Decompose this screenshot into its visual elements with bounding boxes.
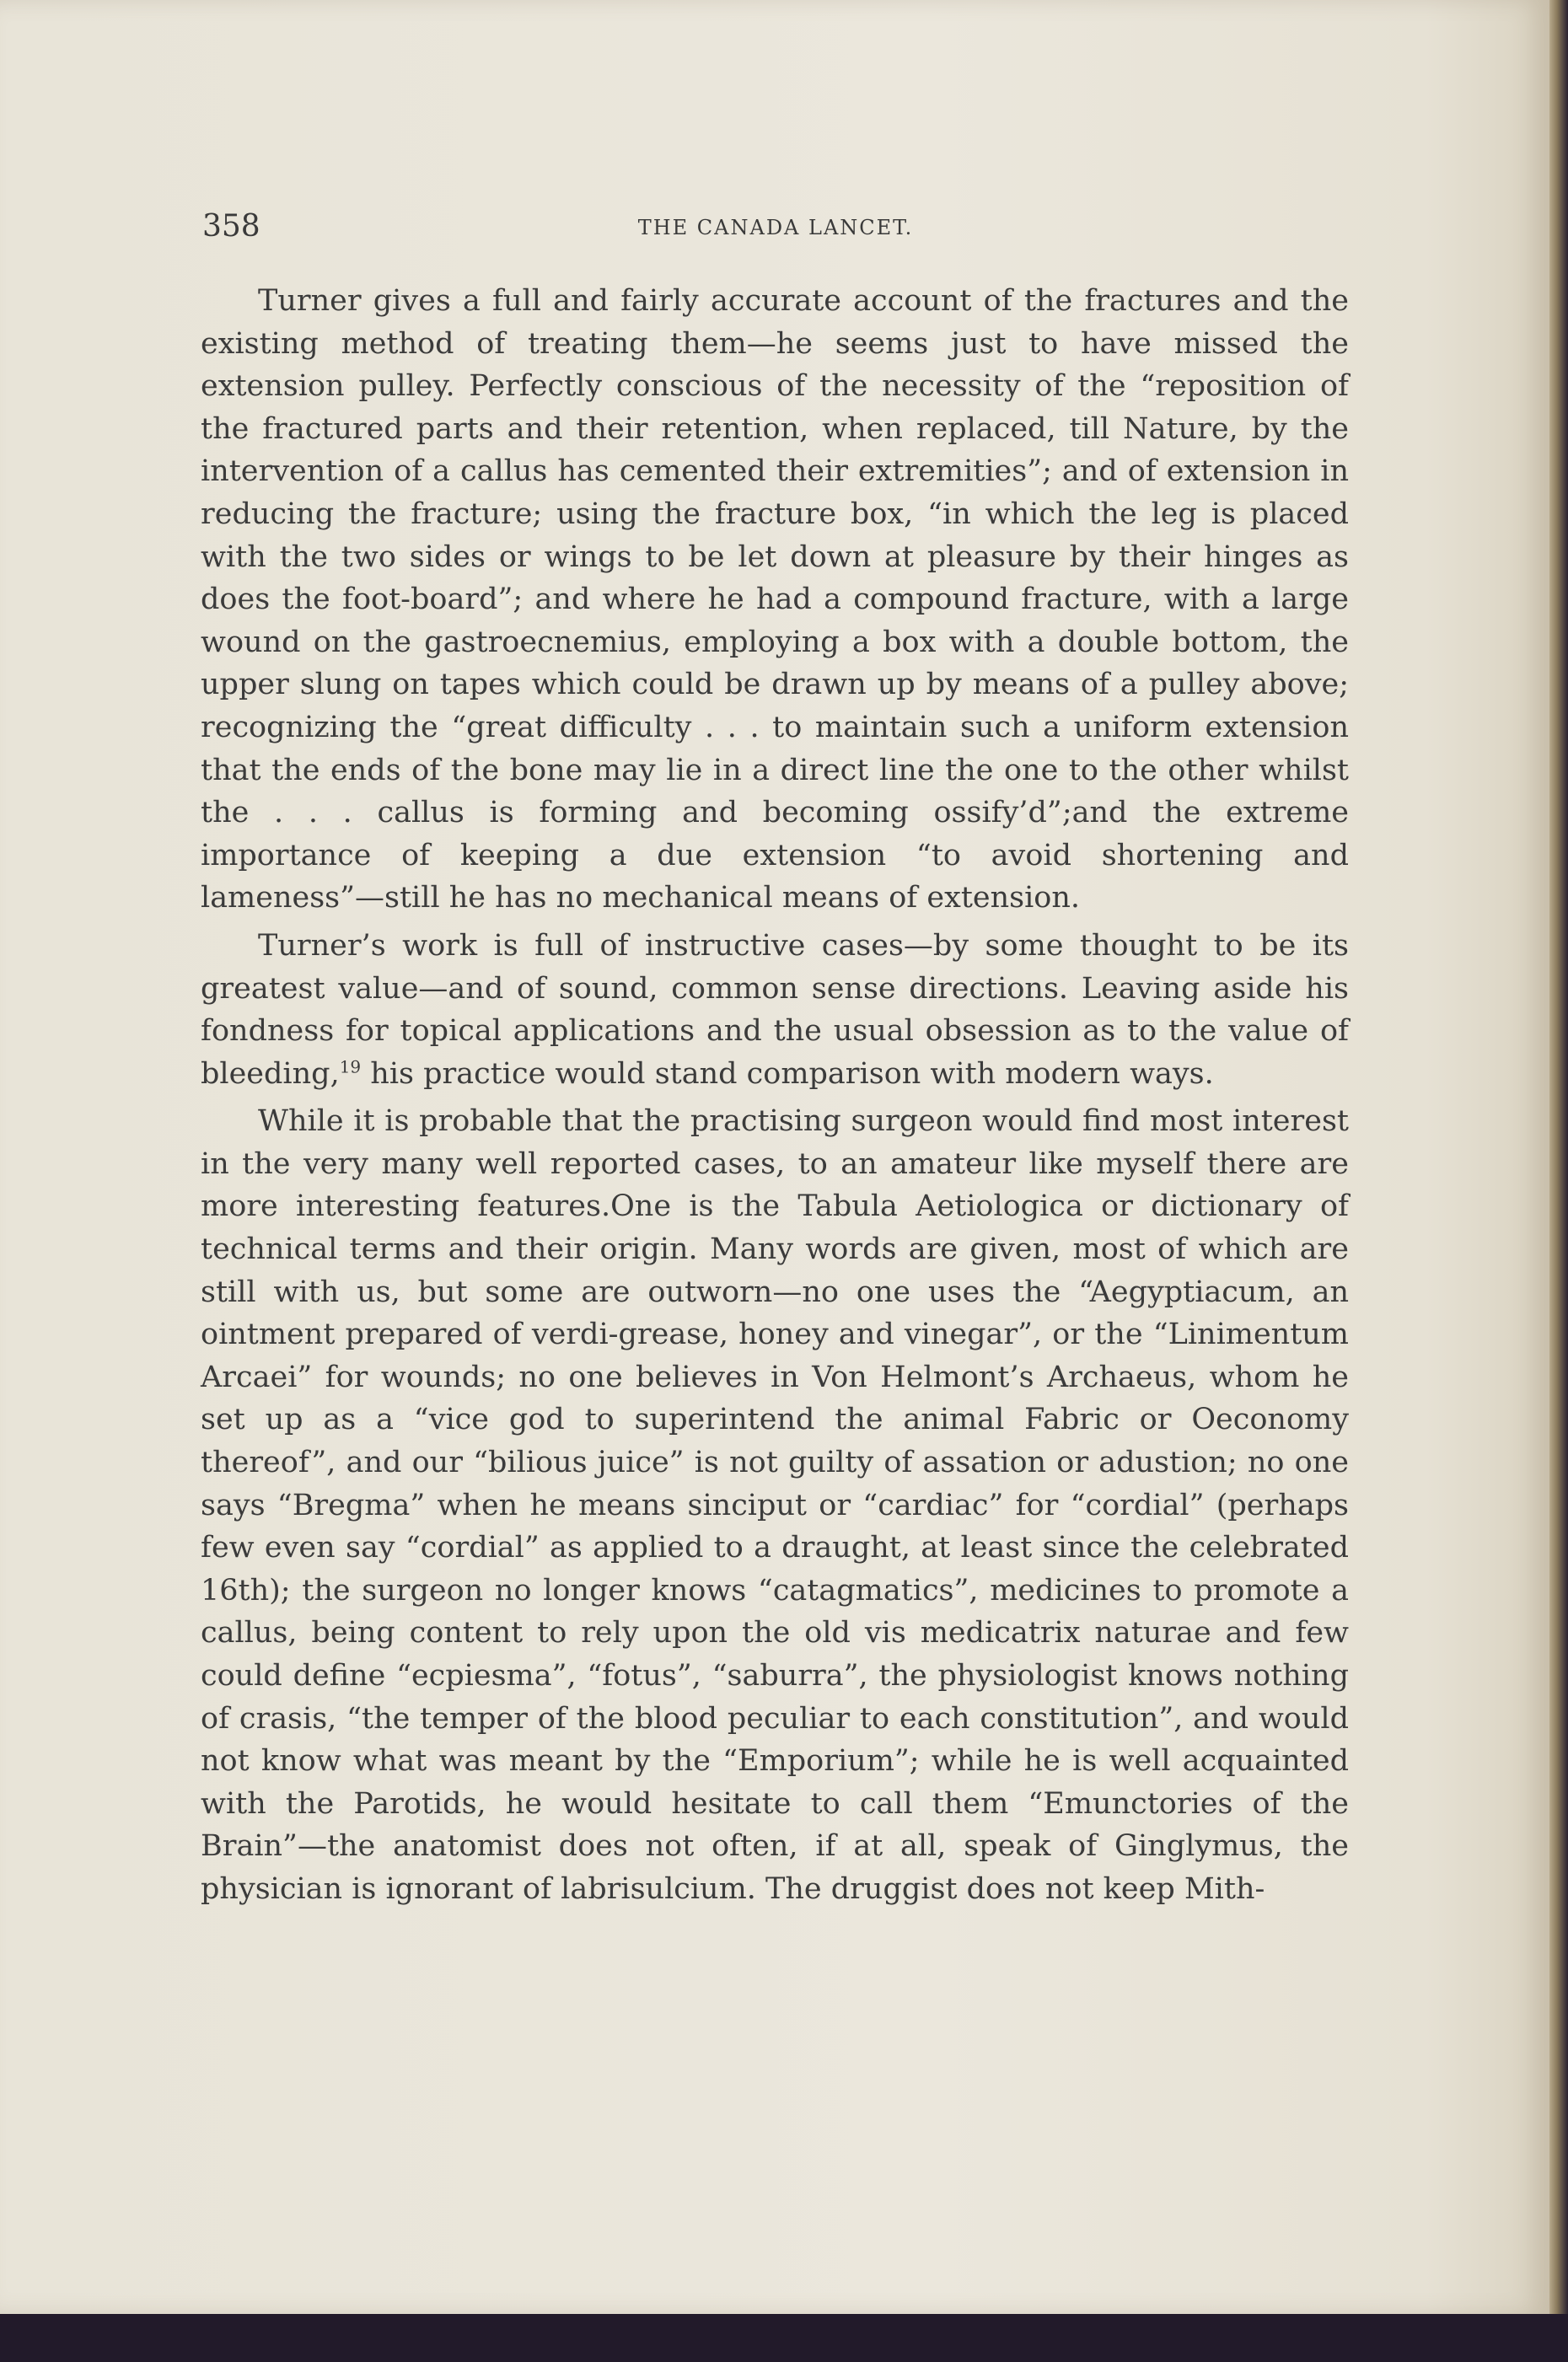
book-edge — [1549, 0, 1568, 2362]
page-number: 358 — [202, 209, 260, 244]
paragraph-text: his practice would stand comparison with modern ways. — [361, 1056, 1214, 1091]
paragraph-text: Turner’s work is full of instructive cases—by some thought to be its greatest value—and of sound, common sense directions. Leaving aside his fondness for topical applications and the usual obsession as to the value of bleeding, — [201, 928, 1349, 1091]
background-band — [0, 2314, 1568, 2362]
body-text — [201, 280, 1349, 1916]
paragraph-fractures: Turner gives a full and fairly accurate account of the fractures and the existing method of treating them—he seems just to have missed the extension pulley. Perfectly conscious of the necessity of the “reposition of the fractured parts and their retention, when replaced, till Nature, by the intervention of a callus has cemented their extremities”; and of extension in reducing the fracture; using the fracture box, “in which the leg is placed with the two sides or wings to be let down at pleasure by their hinges as does the foot-board”; and where he had a compound fracture, with a large wound on the gastroecnemius, employing a box with a double bottom, the upper slung on tapes which could be drawn up by means of a pulley above; recognizing the “great difficulty . . . to maintain such a uniform extension that the ends of the bone may lie in a direct line the one to the other whilst the . . . callus is forming and becoming ossify’d”;and the extreme importance of keeping a due extension “to avoid shortening and lameness”—still he has no mechanical means of extension. — [201, 284, 1349, 915]
page-header — [202, 209, 1349, 260]
paragraph-instructive-cases — [201, 925, 1349, 1095]
running-head: THE CANADA LANCET. — [637, 216, 914, 239]
footnote-reference: 19 — [339, 1056, 362, 1077]
paragraph-tabula-aetiologica: While it is probable that the practising surgeon would find most interest in the very many well reported cases, to an amateur like myself there are more interesting features.One is the Tabula Aetiologica or dictionary of technical terms and their origin. Many words are given, most of which are still with us, but some are outworn—no one uses the “Aegyptiacum, an ointment prepared of verdi-grease, honey and vinegar”, or the “Linimentum Arcaei” for wounds; no one believes in Von Helmont’s Archaeus, whom he set up as a “vice god to superintend the animal Fabric or Oeconomy thereof”, and our “bilious juice” is not guilty of assation or adustion; no one says “Bregma” when he means sinciput or “cardiac” for “cordial” (perhaps few even say “cordial” as applied to a draught, at least since the celebrated 16th); the surgeon no longer knows “catagmatics”, medicines to promote a callus, being content to rely upon the old vis medicatrix naturae and few could define “ecpiesma”, “fotus”, “saburra”, the physiologist knows nothing of crasis, “the temper of the blood peculiar to each constitution”, and would not know what was meant by the “Emporium”; while he is well acquainted with the Parotids, he would hesitate to call them “Emunctories of the Brain”—the anatomist does not often, if at all, speak of Ginglymus, the physician is ignorant of labrisulcium. The druggist does not keep Mith- — [201, 1104, 1349, 1906]
